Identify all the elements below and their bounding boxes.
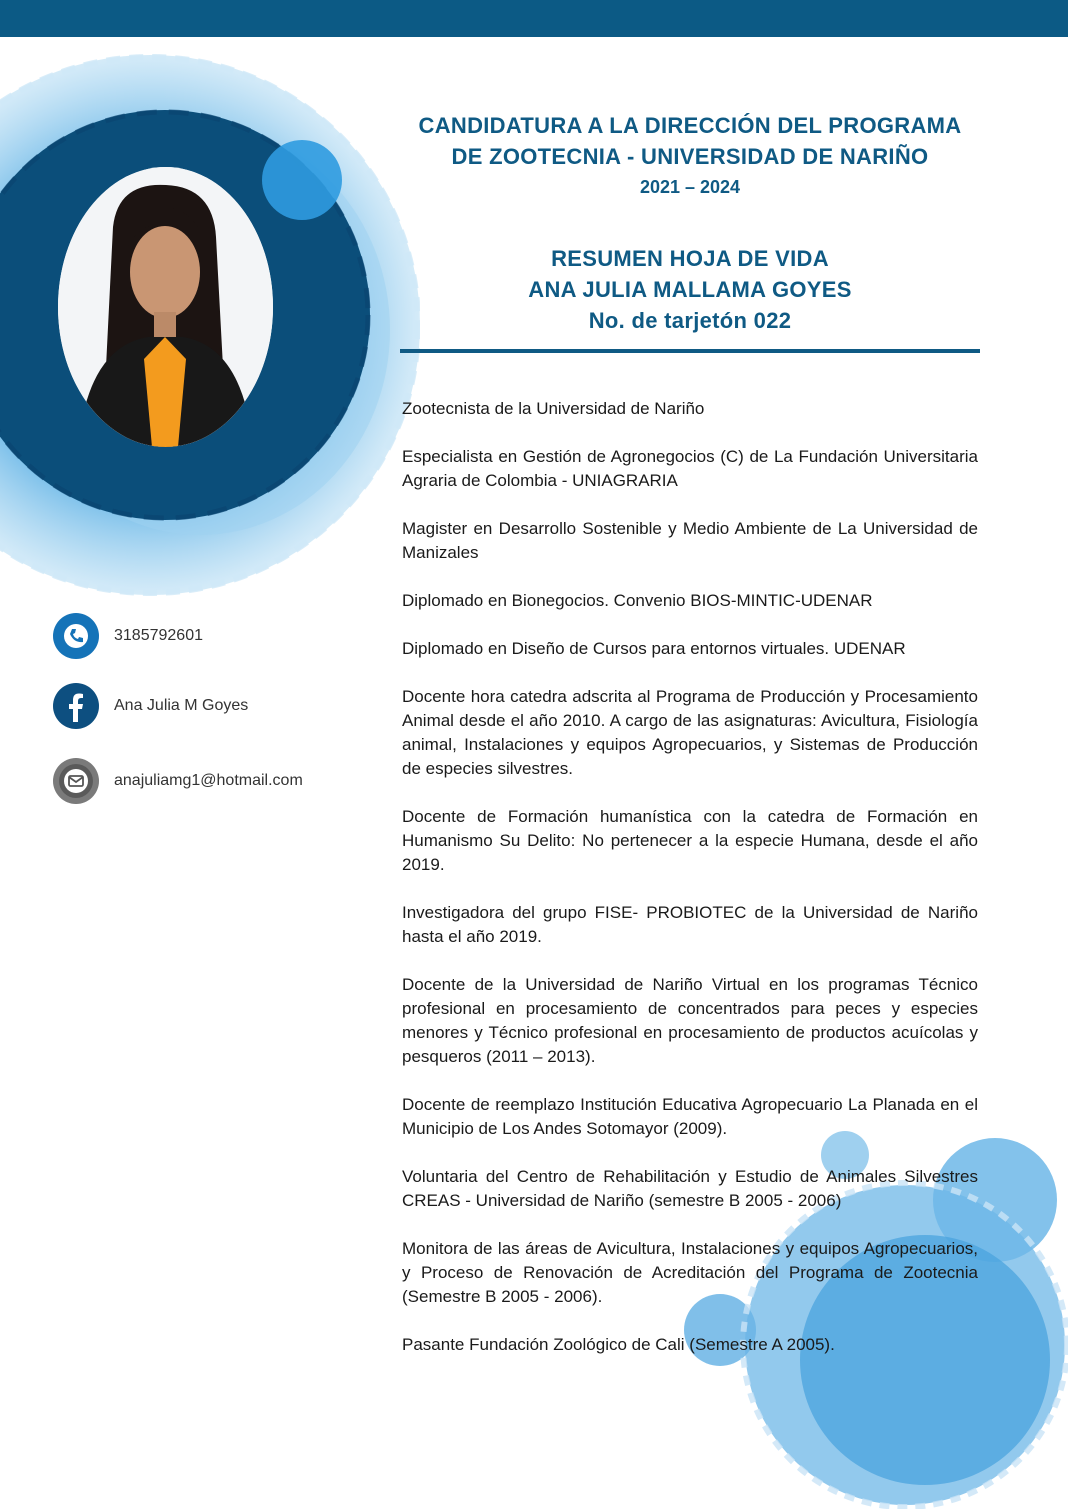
resume-label: RESUMEN HOJA DE VIDA: [551, 246, 829, 271]
divider: [400, 349, 980, 353]
facebook-icon: [52, 682, 100, 730]
contact-email: [52, 757, 303, 805]
resume-item: Diplomado en Diseño de Cursos para entornos virtuales. UDENAR: [402, 639, 906, 658]
resume-item: Docente de reemplazo Institución Educativa Agropecuario La Planada en el Municipio de Los Andes Sotomayor (2009).: [402, 1095, 978, 1138]
candidacy-title: [400, 110, 980, 202]
resume-item: Pasante Fundación Zoológico de Cali (Semestre A 2005).: [402, 1335, 835, 1354]
contact-facebook: [52, 682, 248, 730]
phone-icon: [52, 612, 100, 660]
resume-item: Voluntaria del Centro de Rehabilitación y Estudio de Animales Silvestres CREAS - Universidad de Nariño (semestre B 2005 - 2006): [402, 1167, 978, 1210]
resume-item: Docente de Formación humanística con la catedra de Formación en Humanismo Su Delito: No pertenecer a la especie Humana, desde el año 2019.: [402, 807, 978, 874]
card-number: No. de tarjetón 022: [588, 308, 792, 333]
resume-item: Magister en Desarrollo Sostenible y Medio Ambiente de La Universidad de Manizales: [402, 519, 978, 562]
title-line-2: DE ZOOTECNIA - UNIVERSIDAD DE NARIÑO: [451, 144, 929, 169]
resume-title: [400, 243, 980, 336]
resume-item: Monitora de las áreas de Avicultura, Instalaciones y equipos Agropecuarios, y Proceso de Renovación de Acreditación del Programa de Zootecnia (Semestre B 2005 - 2006).: [402, 1239, 978, 1306]
profile-photo: [58, 167, 273, 447]
resume-item: Especialista en Gestión de Agronegocios (C) de La Fundación Universitaria Agraria de Colombia - UNIAGRARIA: [402, 447, 978, 490]
resume-item: Investigadora del grupo FISE- PROBIOTEC de la Universidad de Nariño hasta el año 2019.: [402, 903, 978, 946]
candidate-name: ANA JULIA MALLAMA GOYES: [528, 277, 852, 302]
email-address: anajuliamg1@hotmail.com: [114, 772, 303, 789]
resume-item: Zootecnista de la Universidad de Nariño: [402, 399, 705, 418]
facebook-name: Ana Julia M Goyes: [114, 697, 249, 714]
email-icon: [52, 757, 100, 805]
phone-number: 3185792601: [114, 627, 203, 644]
period-years: 2021 – 2024: [639, 177, 741, 197]
resume-item: Docente hora catedra adscrita al Programa de Producción y Procesamiento Animal desde el año 2010. A cargo de las asignaturas: Avicultura, Fisiología animal, Instalaciones y equipos Agropecuarios, y Sistemas de Producción de especies silvestres.: [402, 687, 978, 778]
resume-list: [402, 397, 978, 1381]
resume-item: Docente de la Universidad de Nariño Virtual en los programas Técnico profesional en procesamiento de concentrados para peces y especies menores y Técnico profesional en procesamiento de productos acuícolas y pesqueros (2011 – 2013).: [402, 975, 978, 1066]
contact-phone: [52, 612, 203, 660]
resume-item: Diplomado en Bionegocios. Convenio BIOS-MINTIC-UDENAR: [402, 591, 873, 610]
title-line-1: CANDIDATURA A LA DIRECCIÓN DEL PROGRAMA: [418, 113, 962, 138]
